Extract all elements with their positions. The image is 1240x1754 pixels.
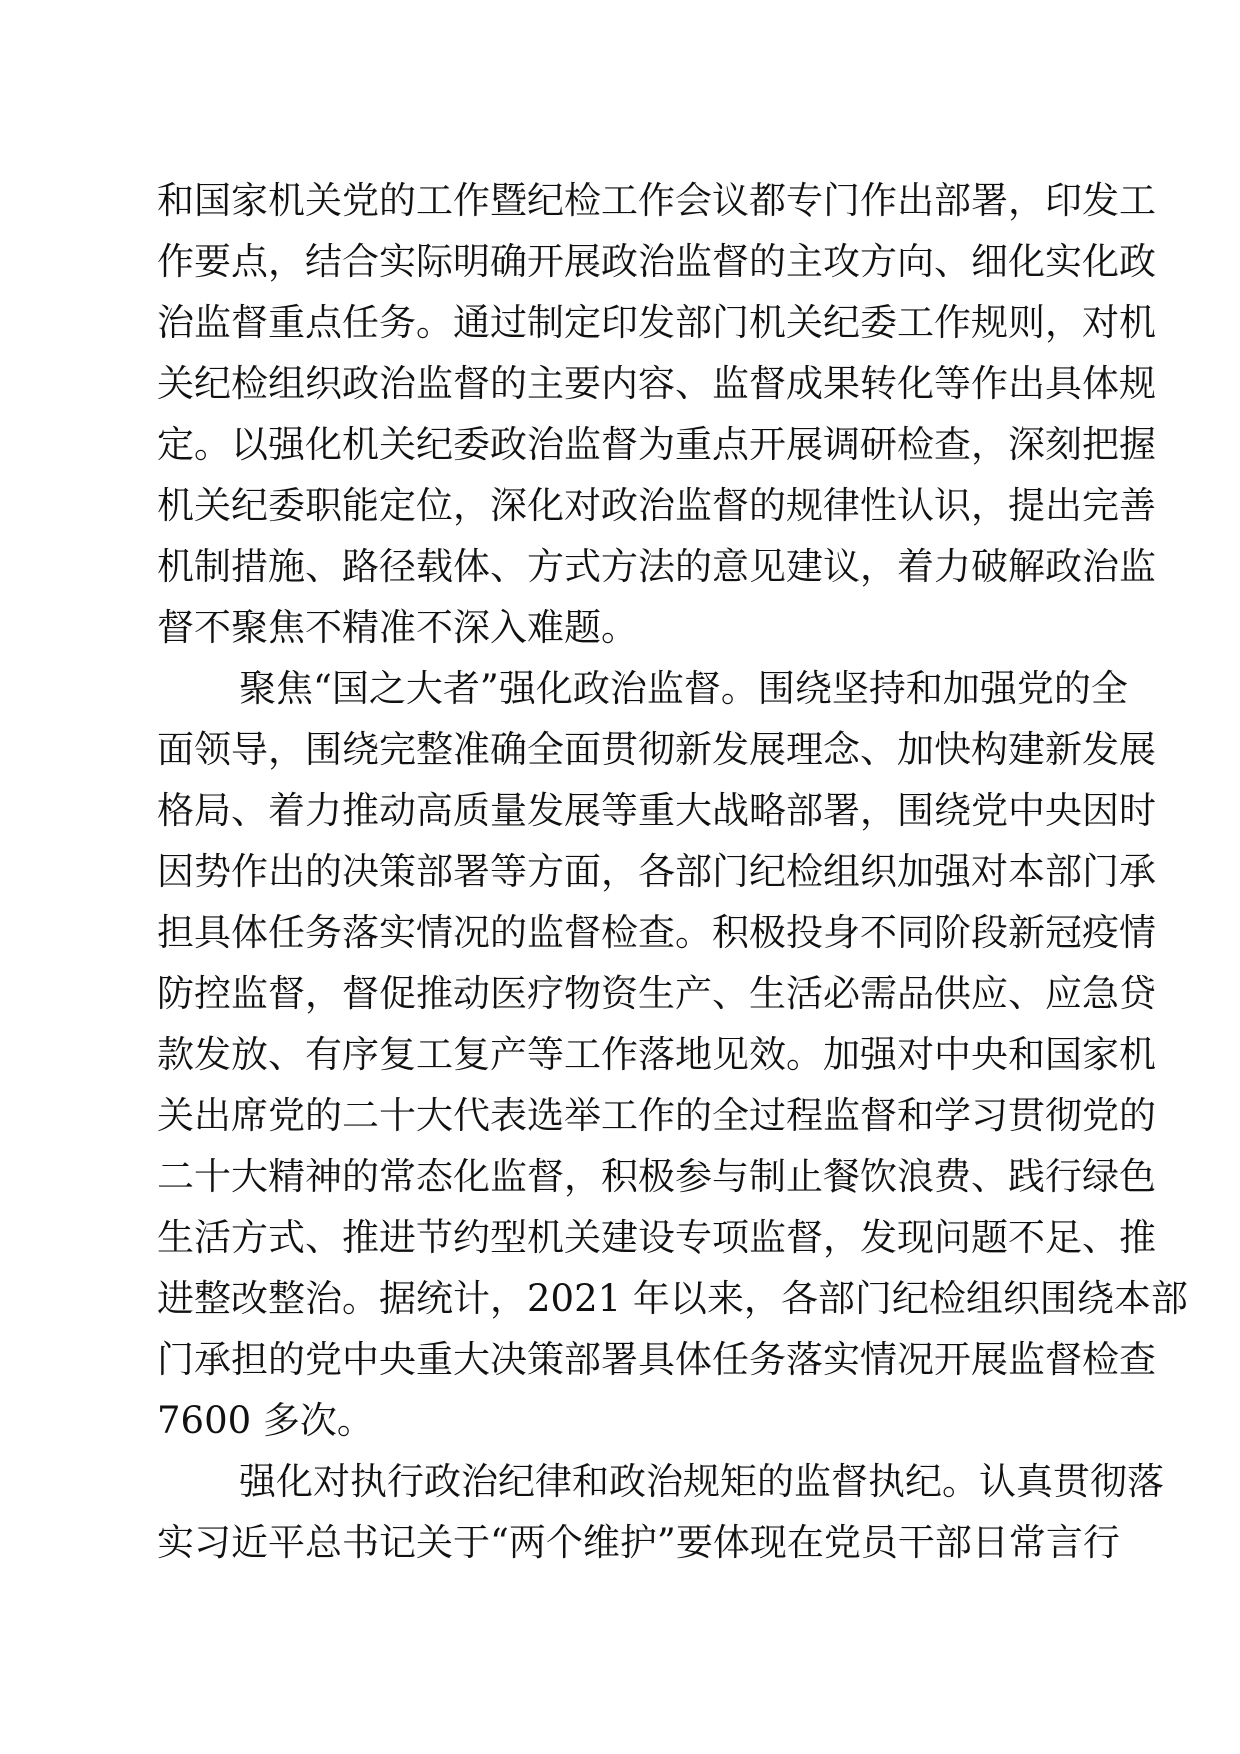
text-line: 督不聚焦不精准不深入难题。 [157,606,638,649]
text-line: 进整改整治。据统计，2021 年以来，各部门纪检组织围绕本部 [157,1277,1188,1320]
text-line: 和国家机关党的工作暨纪检工作会议都专门作出部署，印发工 [157,179,1156,222]
text-line: 实习近平总书记关于“两个维护”要体现在党员干部日常言行 [157,1521,1120,1564]
text-line: 款发放、有序复工复产等工作落地见效。加强对中央和国家机 [157,1033,1156,1076]
text-line: 机关纪委职能定位，深化对政治监督的规律性认识，提出完善 [157,484,1156,527]
text-line: 关纪检组织政治监督的主要内容、监督成果转化等作出具体规 [157,362,1156,405]
text-line: 作要点，结合实际明确开展政治监督的主攻方向、细化实化政 [157,240,1156,283]
text-line: 格局、着力推动高质量发展等重大战略部署，围绕党中央因时 [157,789,1156,832]
text-line: 面领导，围绕完整准确全面贯彻新发展理念、加快构建新发展 [157,728,1156,771]
text-line: 因势作出的决策部署等方面，各部门纪检组织加强对本部门承 [157,850,1156,893]
text-line: 机制措施、路径载体、方式方法的意见建议，着力破解政治监 [157,545,1156,588]
text-line: 关出席党的二十大代表选举工作的全过程监督和学习贯彻党的 [157,1094,1156,1137]
text-line: 生活方式、推进节约型机关建设专项监督，发现问题不足、推 [157,1216,1156,1259]
text-line: 定。以强化机关纪委政治监督为重点开展调研检查，深刻把握 [157,423,1156,466]
text-line: 担具体任务落实情况的监督检查。积极投身不同阶段新冠疫情 [157,911,1156,954]
paragraph-first-line: 强化对执行政治纪律和政治规矩的监督执纪。认真贯彻落 [239,1460,1164,1503]
text-line: 防控监督，督促推动医疗物资生产、生活必需品供应、应急贷 [157,972,1156,1015]
text-line: 治监督重点任务。通过制定印发部门机关纪委工作规则，对机 [157,301,1156,344]
text-line: 门承担的党中央重大决策部署具体任务落实情况开展监督检查 [157,1338,1156,1381]
paragraph-first-line: 聚焦“国之大者”强化政治监督。围绕坚持和加强党的全 [239,667,1128,710]
text-line: 7600 多次。 [157,1399,374,1442]
text-line: 二十大精神的常态化监督，积极参与制止餐饮浪费、践行绿色 [157,1155,1156,1198]
body-text [157,170,1188,1573]
